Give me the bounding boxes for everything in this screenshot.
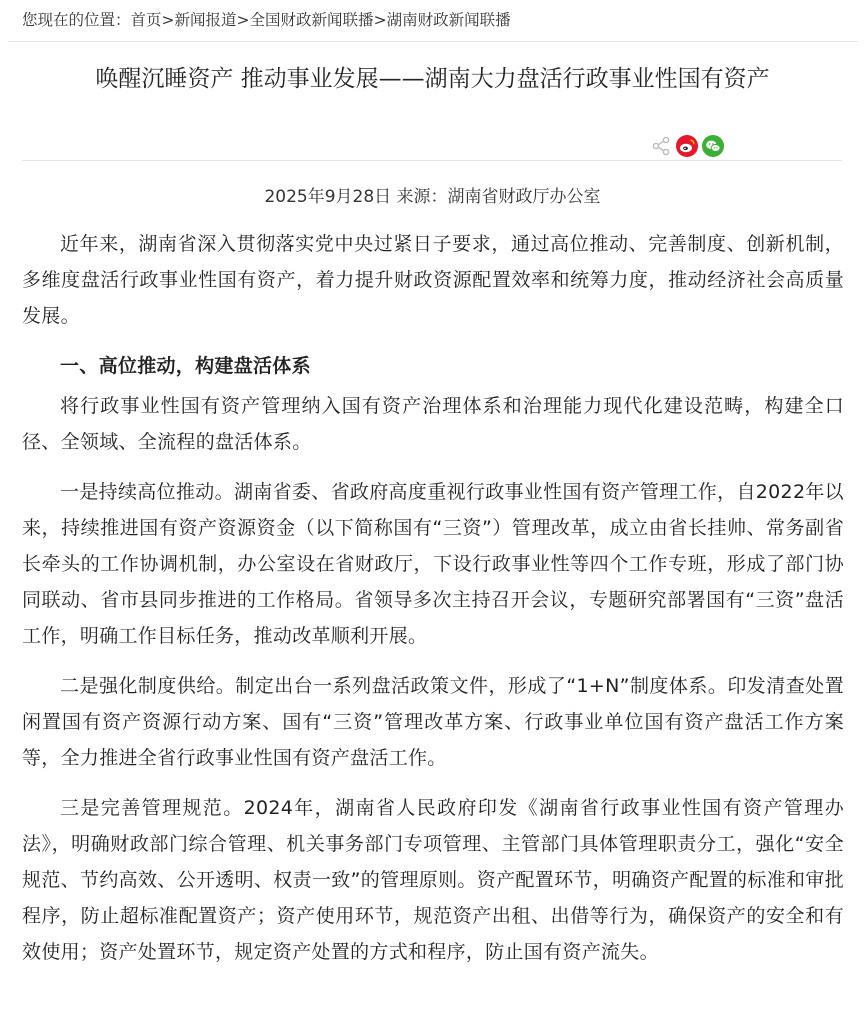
breadcrumb-news-link[interactable]: 新闻报道: [174, 11, 237, 29]
article-paragraph: 三是完善管理规范。2024年，湖南省人民政府印发《湖南省行政事业性国有资产管理办法》，明确财政部门综合管理、机关事务部门专项管理、主管部门具体管理职责分工，强化“安全规范、节约高效、公开透明、权责一致”的管理原则。资产配置环节，明确资产配置的标准和审批程序，防止超标准配置资产；资产使用环节，规范资产出租、出借等行为，确保资产的安全和有效使用；资产处置环节，规定资产处置的方式和程序，防止国有资产流失。: [22, 797, 844, 963]
article-title: 唤醒沉睡资产 推动事业发展——湖南大力盘活行政事业性国有资产: [95, 66, 770, 92]
breadcrumb-hunan-link[interactable]: 湖南财政新闻联播: [386, 11, 511, 29]
article-paragraph: 将行政事业性国有资产管理纳入国有资产治理体系和治理能力现代化建设范畴，构建全口径、全领域、全流程的盘活体系。: [22, 395, 844, 453]
breadcrumb-home-link[interactable]: 首页: [130, 11, 162, 29]
breadcrumb-separator: >: [236, 11, 250, 29]
header-divider: [8, 41, 858, 42]
share-bar: [650, 135, 724, 157]
wechat-icon[interactable]: [702, 135, 724, 157]
breadcrumb-national-link[interactable]: 全国财政新闻联播: [249, 11, 374, 29]
title-divider: [22, 160, 842, 161]
article-body: [22, 226, 844, 984]
section-heading: 一、高位推动，构建盘活体系: [60, 355, 311, 377]
breadcrumb-separator: >: [373, 11, 387, 29]
weibo-icon[interactable]: [676, 135, 698, 157]
breadcrumb-separator: >: [161, 11, 175, 29]
article-meta: 2025年9月28日 来源：湖南省财政厅办公室: [264, 187, 601, 207]
article-paragraph: 近年来，湖南省深入贯彻落实党中央过紧日子要求，通过高位推动、完善制度、创新机制，多维度盘活行政事业性国有资产，着力提升财政资源配置效率和统筹力度，推动经济社会高质量发展。: [22, 233, 844, 327]
article-paragraph: 二是强化制度供给。制定出台一系列盘活政策文件，形成了“1+N”制度体系。印发清查处置闲置国有资产资源行动方案、国有“三资”管理改革方案、行政事业单位国有资产盘活工作方案等，全力推进全省行政事业性国有资产盘活工作。: [22, 675, 844, 769]
article-paragraph: 一是持续高位推动。湖南省委、省政府高度重视行政事业性国有资产管理工作，自2022年以来，持续推进国有资产资源资金（以下简称国有“三资”）管理改革，成立由省长挂帅、常务副省长牵头的工作协调机制，办公室设在省财政厅，下设行政事业性等四个工作专班，形成了部门协同联动、省市县同步推进的工作格局。省领导多次主持召开会议，专题研究部署国有“三资”盘活工作，明确工作目标任务，推动改革顺利开展。: [22, 481, 844, 647]
breadcrumb-prefix: 您现在的位置：: [22, 11, 131, 29]
share-icon[interactable]: [650, 135, 672, 157]
breadcrumb: [22, 9, 511, 31]
